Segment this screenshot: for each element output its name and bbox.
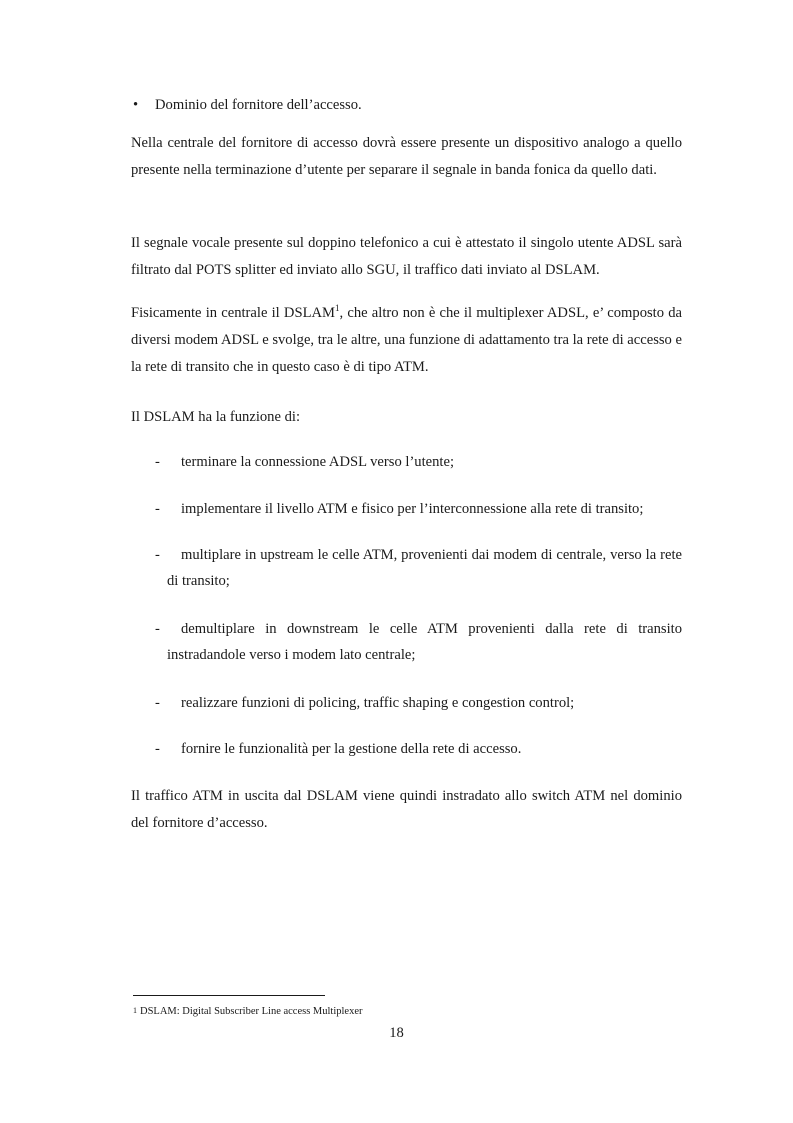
list-item <box>155 496 682 522</box>
footnote-number: 1 <box>133 1006 137 1015</box>
bullet-text: Dominio del fornitore dell’accesso. <box>155 97 362 113</box>
bullet-symbol: • <box>133 97 139 113</box>
footnote-text: DSLAM: Digital Subscriber Line access Multiplexer <box>140 1006 363 1017</box>
list-dash: - <box>155 501 160 517</box>
list-item-text: implementare il livello ATM e fisico per l’interconnessione alla rete di transito; <box>181 501 644 517</box>
list-dash: - <box>155 454 160 470</box>
list-dash: - <box>155 695 160 711</box>
list-item-text: fornire le funzionalità per la gestione della rete di accesso. <box>181 741 522 757</box>
list-item <box>155 616 682 668</box>
list-item <box>155 736 682 762</box>
footnote <box>133 1004 363 1019</box>
list-item <box>155 542 682 594</box>
list-item-text: demultiplare in downstream le celle ATM provenienti dalla rete di transito instradandole verso i modem lato centrale; <box>167 621 682 663</box>
list-item-text: terminare la connessione ADSL verso l’utente; <box>181 454 455 470</box>
paragraph-dslam-text-end: , che altro non è che il multiplexer ADSL, e’ composto da diversi modem ADSL e svolge, tra le altre, una funzione di adattamento tra la rete di accesso e la rete di transito che in questo caso è di tipo ATM. <box>131 305 682 375</box>
list-item-text: realizzare funzioni di policing, traffic shaping e congestion control; <box>181 695 575 711</box>
paragraph-dslam-text-start: Fisicamente in centrale il DSLAM <box>131 305 336 321</box>
paragraph-atm-traffic: Il traffico ATM in uscita dal DSLAM viene quindi instradato allo switch ATM nel dominio del fornitore d’accesso. <box>131 788 682 831</box>
list-dash: - <box>155 547 160 563</box>
list-item-text: multiplare in upstream le celle ATM, provenienti dai modem di centrale, verso la rete di transito; <box>167 547 682 589</box>
paragraph-dslam-physical <box>131 300 682 381</box>
list-dash: - <box>155 741 160 757</box>
footnote-divider <box>133 995 325 996</box>
page-number: 18 <box>389 1025 404 1041</box>
paragraph-dslam-functions-intro: Il DSLAM ha la funzione di: <box>131 409 301 425</box>
paragraph-access-provider: Nella centrale del fornitore di accesso dovrà essere presente un dispositivo analogo a quello presente nella terminazione d’utente per separare il segnale in banda fonica da quello dati. <box>131 135 682 178</box>
bullet-item <box>133 95 693 115</box>
paragraph-voice-signal: Il segnale vocale presente sul doppino telefonico a cui è attestato il singolo utente ADSL sarà filtrato dal POTS splitter ed inviato allo SGU, il traffico dati inviato al DSLAM. <box>131 235 682 278</box>
list-item <box>155 449 682 475</box>
list-item <box>155 690 682 716</box>
list-dash: - <box>155 621 160 637</box>
footnote-reference: 1 <box>335 303 340 314</box>
